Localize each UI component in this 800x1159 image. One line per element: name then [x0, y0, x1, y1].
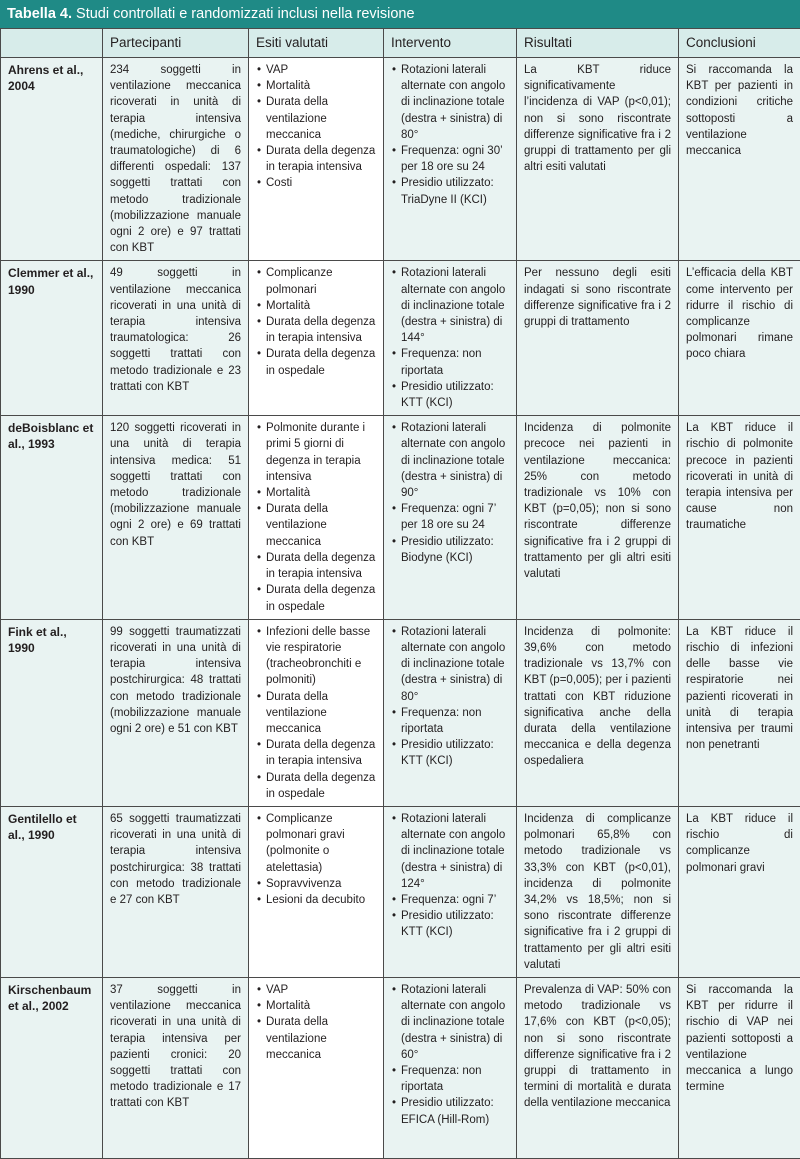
outcomes-cell — [249, 806, 384, 977]
participants-text: 99 soggetti traumatizzati ricoverati in una unità di terapia intensiva postchirurgica: 48 trattati con metodo tradizionale (mobilizzazione manuale ogni 2 ore) e 51 con KBT — [110, 626, 241, 735]
outcome-item: • Sopravvivenza — [266, 876, 376, 892]
header-row — [1, 29, 800, 58]
intervention-item: • Presidio utilizzato: EFICA (Hill-Rom) — [401, 1095, 509, 1127]
intervention-cell — [384, 58, 517, 261]
outcome-item: • Durata della ventilazione meccanica — [266, 94, 376, 143]
intervention-item: • Presidio utilizzato: TriaDyne II (KCI) — [401, 175, 509, 207]
intervention-cell — [384, 416, 517, 619]
conclusions-cell — [679, 416, 800, 619]
results-cell — [517, 977, 679, 1158]
conclusions-text: Si raccomanda la KBT per ridurre il rischio di VAP nei pazienti sottoposti a ventilazione meccanica a lungo termine — [686, 984, 793, 1093]
results-text: Prevalenza di VAP: 50% con metodo tradizionale vs 17,6% con KBT (p<0,05); non si sono riscontrate differenze significative fra i 2 gruppi di trattamento in termini di mortalità e durata della ventilazione meccanica — [524, 984, 671, 1109]
outcome-item: • Costi — [266, 175, 376, 191]
intervention-item: • Rotazioni laterali alternate con angolo di inclinazione totale (destra + sinistra) di 60° — [401, 982, 509, 1063]
intervention-item: • Rotazioni laterali alternate con angolo di inclinazione totale (destra + sinistra) di 144° — [401, 265, 509, 346]
outcome-item: • Lesioni da decubito — [266, 892, 376, 908]
intervention-item: • Frequenza: ogni 30’ per 18 ore su 24 — [401, 143, 509, 175]
outcomes-list — [256, 982, 376, 1063]
intervention-item: • Rotazioni laterali alternate con angolo di inclinazione totale (destra + sinistra) di 124° — [401, 811, 509, 892]
conclusions-cell — [679, 261, 800, 416]
intervention-list — [391, 811, 509, 941]
table-row — [1, 261, 800, 416]
study-name: Gentilello et al., 1990 — [8, 812, 77, 842]
header-participants: Partecipanti — [103, 29, 249, 58]
results-text: Incidenza di polmonite precoce nei pazienti in ventilazione meccanica: 25% con metodo tradizionale vs 10% con KBT (p=0,05); non si sono riscontrate differenze significative fra i 2 gruppi di trattamento per gli altri esiti valutati — [524, 422, 671, 580]
study-name: Fink et al., 1990 — [8, 625, 67, 655]
participants-cell — [103, 58, 249, 261]
outcome-item: • Infezioni delle basse vie respiratorie (tracheobronchiti e polmoniti) — [266, 624, 376, 689]
intervention-item: • Frequenza: ogni 7’ — [401, 892, 509, 908]
outcome-item: • Mortalità — [266, 298, 376, 314]
outcome-item: • Durata della degenza in ospedale — [266, 770, 376, 802]
results-text: La KBT riduce significativamente l’incidenza di VAP (p<0,01); non si sono riscontrate differenze significative fra i 2 gruppi di trattamento per gli altri esiti valutati — [524, 64, 671, 173]
table-row — [1, 619, 800, 806]
results-text: Incidenza di polmonite: 39,6% con metodo tradizionale vs 13,7% con KBT (p=0,005); per i pazienti trattati con KBT riduzione significativa anche della durata della ventilazione meccanica e della degenza ospedaliera — [524, 626, 671, 768]
header-intervention: Intervento — [384, 29, 517, 58]
header-outcomes: Esiti valutati — [249, 29, 384, 58]
intervention-item: • Frequenza: non riportata — [401, 346, 509, 378]
outcome-item: • Durata della degenza in terapia intensiva — [266, 314, 376, 346]
study-cell — [1, 416, 103, 619]
table-row — [1, 416, 800, 619]
intervention-cell — [384, 261, 517, 416]
table-row — [1, 977, 800, 1158]
intervention-item: • Presidio utilizzato: KTT (KCI) — [401, 908, 509, 940]
intervention-cell — [384, 806, 517, 977]
outcomes-cell — [249, 261, 384, 416]
outcomes-list — [256, 420, 376, 614]
table-number: Tabella 4. — [7, 6, 72, 22]
outcome-item: • Complicanze polmonari gravi (polmonite o atelettasia) — [266, 811, 376, 876]
study-name: deBoisblanc et al., 1993 — [8, 421, 93, 451]
participants-text: 37 soggetti in ventilazione meccanica ricoverati in una unità di terapia intensiva per pazienti cronici: 20 soggetti trattati con metodo tradizionale e 17 trattati con KBT — [110, 984, 241, 1109]
intervention-item: • Rotazioni laterali alternate con angolo di inclinazione totale (destra + sinistra) di 80° — [401, 62, 509, 143]
intervention-list — [391, 420, 509, 566]
intervention-list — [391, 265, 509, 411]
study-cell — [1, 619, 103, 806]
table-row — [1, 58, 800, 261]
outcome-item: • Mortalità — [266, 998, 376, 1014]
outcome-item: • Complicanze polmonari — [266, 265, 376, 297]
intervention-cell — [384, 619, 517, 806]
participants-text: 49 soggetti in ventilazione meccanica ricoverati in una unità di terapia intensiva traumatologica: 26 soggetti trattati con metodo tradizionale e 23 trattati con KBT — [110, 267, 241, 392]
outcome-item: • Durata della ventilazione meccanica — [266, 689, 376, 738]
participants-cell — [103, 619, 249, 806]
table-caption — [0, 0, 800, 28]
intervention-item: • Presidio utilizzato: Biodyne (KCI) — [401, 534, 509, 566]
participants-text: 234 soggetti in ventilazione meccanica ricoverati in unità di terapia intensiva (mediche, chirurgiche o traumatologiche) di 6 differenti ospedali: 137 soggetti trattati con metodo tradizionale (mobilizzazione manuale ogni 2 ore) e 97 trattati con KBT — [110, 64, 241, 254]
results-cell — [517, 806, 679, 977]
conclusions-cell — [679, 806, 800, 977]
conclusions-cell — [679, 619, 800, 806]
study-name: Ahrens et al., 2004 — [8, 63, 83, 93]
outcome-item: • Mortalità — [266, 78, 376, 94]
study-cell — [1, 806, 103, 977]
conclusions-text: L’efficacia della KBT come intervento per ridurre il rischio di complicanze polmonari rimane poco chiara — [686, 267, 793, 360]
outcome-item: • Durata della degenza in ospedale — [266, 582, 376, 614]
intervention-list — [391, 624, 509, 770]
results-text: Incidenza di complicanze polmonari 65,8% con metodo tradizionale vs 33,3% con KBT (p<0,01), incidenza di polmonite 34,2% vs 18,5%; non si sono riscontrate differenze significative fra i 2 gruppi di trattamento per gli altri esiti valutati — [524, 813, 671, 971]
intervention-item: • Rotazioni laterali alternate con angolo di inclinazione totale (destra + sinistra) di 80° — [401, 624, 509, 705]
intervention-item: • Frequenza: ogni 7’ per 18 ore su 24 — [401, 501, 509, 533]
participants-text: 65 soggetti traumatizzati ricoverati in una unità di terapia intensiva postchirurgica: 38 trattati con metodo tradizionale e 27 con KBT — [110, 813, 241, 906]
outcomes-cell — [249, 977, 384, 1158]
outcome-item: • Mortalità — [266, 485, 376, 501]
study-name: Kirschenbaum et al., 2002 — [8, 983, 91, 1013]
intervention-item: • Rotazioni laterali alternate con angolo di inclinazione totale (destra + sinistra) di 90° — [401, 420, 509, 501]
outcomes-list — [256, 265, 376, 378]
outcome-item: • Durata della degenza in ospedale — [266, 346, 376, 378]
results-cell — [517, 261, 679, 416]
participants-text: 120 soggetti ricoverati in una unità di terapia intensiva medica: 51 soggetti trattati con metodo tradizionale (mobilizzazione manuale ogni 2 ore) e 69 trattati con KBT — [110, 422, 241, 547]
outcomes-list — [256, 624, 376, 802]
outcome-item: • Durata della ventilazione meccanica — [266, 501, 376, 550]
outcomes-cell — [249, 58, 384, 261]
header-study — [1, 29, 103, 58]
outcome-item: • Durata della degenza in terapia intensiva — [266, 737, 376, 769]
study-cell — [1, 58, 103, 261]
participants-cell — [103, 977, 249, 1158]
intervention-item: • Frequenza: non riportata — [401, 1063, 509, 1095]
table-row — [1, 806, 800, 977]
outcomes-list — [256, 811, 376, 908]
conclusions-text: Si raccomanda la KBT per pazienti in condizioni critiche sottoposti a ventilazione meccanica — [686, 64, 793, 157]
conclusions-text: La KBT riduce il rischio di complicanze polmonari gravi — [686, 813, 793, 874]
header-results: Risultati — [517, 29, 679, 58]
intervention-cell — [384, 977, 517, 1158]
conclusions-text: La KBT riduce il rischio di polmonite precoce in pazienti ricoverati in unità di terapia intensiva per cause non traumatiche — [686, 422, 793, 531]
table-title: Studi controllati e randomizzati inclusi nella revisione — [76, 6, 415, 22]
outcomes-cell — [249, 619, 384, 806]
intervention-item: • Frequenza: non riportata — [401, 705, 509, 737]
participants-cell — [103, 416, 249, 619]
conclusions-text: La KBT riduce il rischio di infezioni delle basse vie respiratorie nei pazienti ricoverati in unità di terapia intensiva per traumi non penetranti — [686, 626, 793, 751]
study-cell — [1, 977, 103, 1158]
study-name: Clemmer et al., 1990 — [8, 266, 93, 296]
intervention-list — [391, 62, 509, 208]
header-conclusions: Conclusioni — [679, 29, 800, 58]
participants-cell — [103, 261, 249, 416]
outcomes-cell — [249, 416, 384, 619]
conclusions-cell — [679, 58, 800, 261]
outcome-item: • Durata della ventilazione meccanica — [266, 1014, 376, 1063]
study-cell — [1, 261, 103, 416]
conclusions-cell — [679, 977, 800, 1158]
results-cell — [517, 619, 679, 806]
outcome-item: • Durata della degenza in terapia intensiva — [266, 550, 376, 582]
outcome-item: • Durata della degenza in terapia intensiva — [266, 143, 376, 175]
intervention-list — [391, 982, 509, 1128]
outcome-item: • VAP — [266, 62, 376, 78]
results-cell — [517, 58, 679, 261]
outcome-item: • Polmonite durante i primi 5 giorni di degenza in terapia intensiva — [266, 420, 376, 485]
intervention-item: • Presidio utilizzato: KTT (KCI) — [401, 737, 509, 769]
outcome-item: • VAP — [266, 982, 376, 998]
studies-table — [0, 28, 800, 1159]
participants-cell — [103, 806, 249, 977]
outcomes-list — [256, 62, 376, 192]
results-cell — [517, 416, 679, 619]
results-text: Per nessuno degli esiti indagati si sono riscontrate differenze significative fra i 2 gruppi di trattamento — [524, 267, 671, 328]
intervention-item: • Presidio utilizzato: KTT (KCI) — [401, 379, 509, 411]
